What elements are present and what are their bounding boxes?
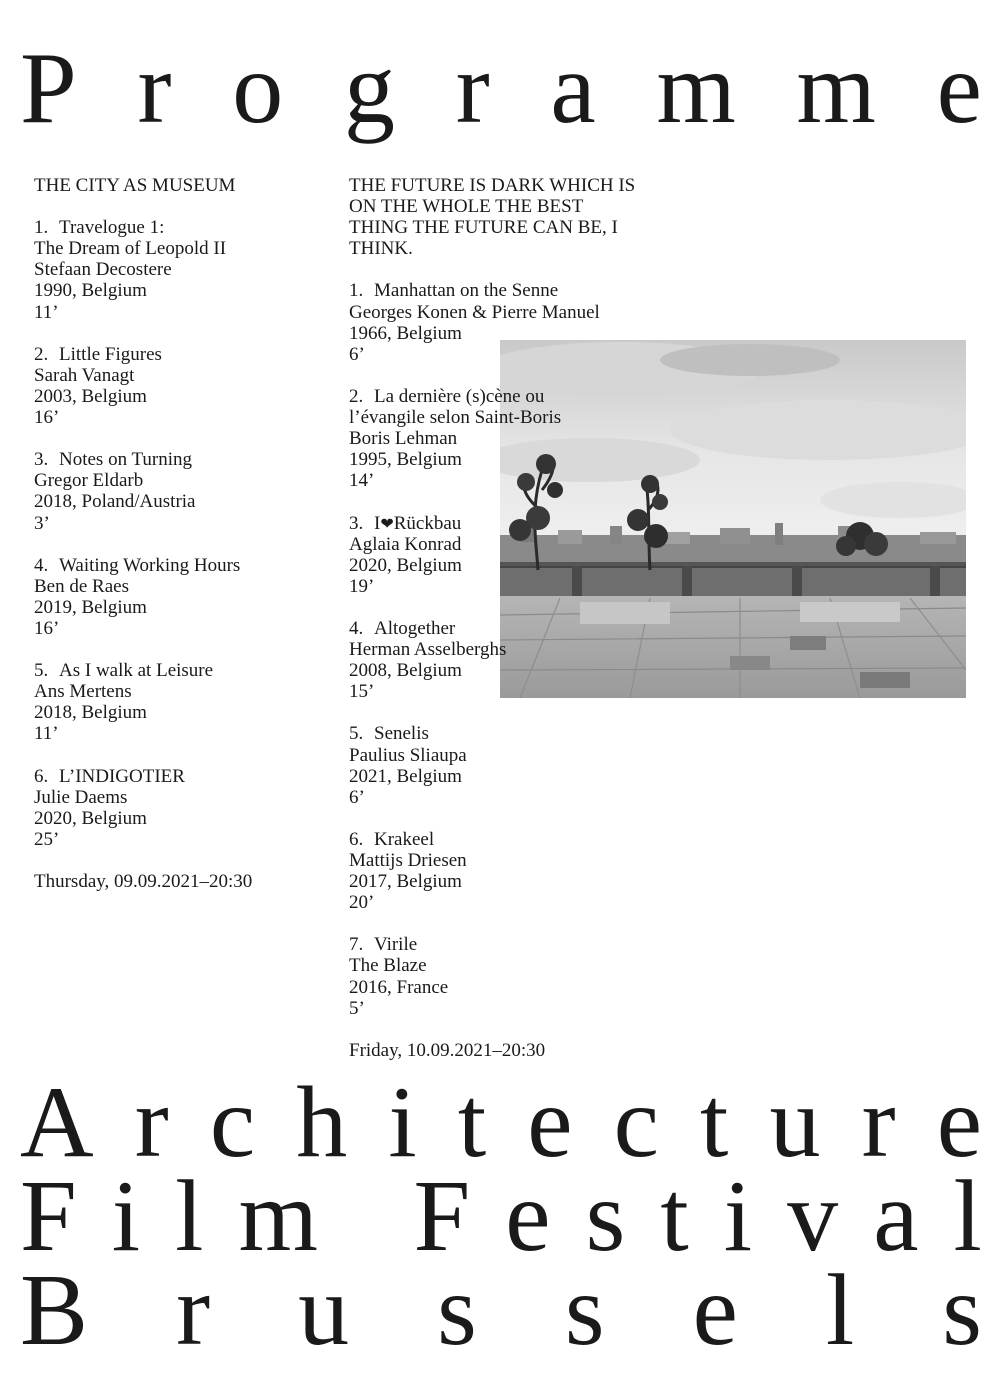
- film-number: 3.: [349, 512, 364, 534]
- film-director: Boris Lehman: [349, 428, 458, 450]
- film-title: Little Figures: [59, 343, 162, 365]
- display-letter: e: [527, 1066, 573, 1179]
- festival-name-line-2: [20, 1160, 982, 1273]
- film-director: Mattijs Driesen: [349, 850, 467, 871]
- film-year-country: 2020, Belgium: [34, 807, 147, 829]
- film-entry: [349, 934, 649, 1018]
- program-heading: THE FUTURE IS DARK WHICH IS ON THE WHOLE THE BEST THING THE FUTURE CAN BE, I THINK.: [349, 175, 636, 260]
- display-letter: h: [296, 1066, 348, 1179]
- display-letter: c: [613, 1066, 659, 1179]
- film-duration: 25’: [34, 828, 60, 850]
- display-letter: r: [134, 1066, 169, 1179]
- film-duration: 14’: [349, 470, 375, 492]
- display-letter: i: [111, 1160, 141, 1273]
- film-number: 4.: [349, 617, 364, 639]
- film-duration: 15’: [349, 681, 375, 703]
- program-friday: [349, 175, 649, 1061]
- film-year-country: 2003, Belgium: [34, 385, 147, 407]
- display-letter: m: [656, 32, 736, 145]
- film-duration: 16’: [34, 617, 60, 639]
- film-entry: [349, 618, 649, 702]
- display-letter: r: [137, 32, 172, 145]
- film-year-country: 1995, Belgium: [349, 449, 462, 471]
- festival-name-line-1: [20, 1066, 982, 1179]
- film-entry: [34, 217, 324, 322]
- display-letter: c: [209, 1066, 256, 1179]
- display-letter: P: [20, 32, 77, 145]
- program-heading: THE CITY AS MUSEUM: [34, 175, 236, 196]
- film-duration: 20’: [349, 892, 375, 914]
- film-number: 2.: [349, 385, 364, 407]
- film-title: Travelogue 1:: [59, 217, 165, 239]
- display-letter: A: [20, 1066, 94, 1179]
- film-director: Paulius Sliaupa: [349, 744, 467, 766]
- film-year-country: 2019, Belgium: [34, 596, 147, 618]
- display-letter: r: [455, 32, 490, 145]
- festival-name-line-3: [20, 1254, 982, 1367]
- display-letter: m: [796, 32, 876, 145]
- film-entry: [349, 280, 649, 364]
- display-letter: a: [550, 32, 596, 145]
- display-letter: t: [700, 1066, 729, 1179]
- display-letter: l: [825, 1254, 855, 1367]
- film-number: 7.: [349, 934, 364, 956]
- film-entry: [34, 660, 324, 744]
- display-letter: e: [936, 1066, 982, 1179]
- film-director: Ans Mertens: [34, 681, 132, 703]
- film-number: 2.: [34, 343, 49, 365]
- film-title: I: [374, 512, 381, 534]
- film-year-country: 2018, Belgium: [34, 702, 147, 724]
- film-duration: 5’: [349, 997, 365, 1019]
- film-entry: [349, 513, 649, 597]
- film-director: Gregor Eldarb: [34, 470, 144, 492]
- display-letter: r: [176, 1254, 211, 1367]
- film-director: Stefaan Decostere: [34, 259, 172, 281]
- film-duration: 3’: [34, 512, 50, 534]
- film-year-country: 2020, Belgium: [349, 554, 462, 576]
- display-letter: F: [413, 1160, 471, 1273]
- display-letter: g: [343, 32, 395, 145]
- display-letter: s: [564, 1254, 605, 1367]
- film-title: La dernière (s)cène ou: [374, 385, 545, 407]
- display-letter: a: [873, 1160, 919, 1273]
- display-letter: u: [298, 1254, 350, 1367]
- film-title: Manhattan on the Senne: [374, 280, 559, 302]
- film-title: Virile: [374, 934, 418, 956]
- film-year-country: 2016, France: [349, 976, 449, 998]
- display-letter: m: [238, 1160, 318, 1273]
- display-letter: v: [787, 1160, 839, 1273]
- film-title: Rückbau: [393, 512, 462, 534]
- film-director: Ben de Raes: [34, 575, 129, 597]
- film-number: 5.: [349, 723, 364, 745]
- film-number: 4.: [34, 554, 49, 576]
- display-letter: s: [942, 1254, 982, 1367]
- film-number: 6.: [34, 765, 49, 787]
- film-title-cont: The Dream of Leopold II: [34, 238, 227, 260]
- film-duration: 11’: [34, 723, 59, 745]
- page-title: [20, 32, 982, 145]
- display-letter: r: [861, 1066, 896, 1179]
- film-director: Aglaia Konrad: [349, 533, 462, 555]
- film-duration: 16’: [34, 407, 60, 429]
- film-duration: 11’: [34, 301, 59, 323]
- film-title-cont: l’évangile selon Saint-Boris: [349, 407, 562, 429]
- display-letter: i: [723, 1160, 753, 1273]
- heart-icon: ❤: [380, 513, 394, 533]
- film-entry: [34, 344, 324, 428]
- display-letter: e: [505, 1160, 551, 1273]
- film-title: As I walk at Leisure: [59, 660, 214, 682]
- display-letter: B: [20, 1254, 89, 1367]
- word-gap: [353, 1166, 379, 1268]
- film-director: Sarah Vanagt: [34, 364, 135, 386]
- film-duration: 19’: [349, 575, 375, 597]
- display-letter: o: [232, 32, 284, 145]
- film-duration: 6’: [349, 786, 365, 808]
- film-year-country: 2021, Belgium: [349, 765, 462, 787]
- film-duration: 6’: [349, 343, 365, 365]
- film-number: 1.: [34, 217, 49, 239]
- film-year-country: 2008, Belgium: [349, 660, 462, 682]
- film-director: Georges Konen & Pierre Manuel: [349, 301, 600, 323]
- display-letter: e: [936, 32, 982, 145]
- film-title: Krakeel: [374, 828, 435, 850]
- film-entry: [349, 723, 649, 807]
- film-title: Waiting Working Hours: [59, 554, 241, 576]
- film-entry: [34, 449, 324, 533]
- film-title: Altogether: [374, 617, 456, 639]
- film-title: L’INDIGOTIER: [59, 765, 185, 787]
- film-year-country: 2017, Belgium: [349, 871, 462, 893]
- screening-date: Thursday, 09.09.2021–20:30: [34, 871, 253, 893]
- film-entry: [34, 555, 324, 639]
- display-letter: t: [457, 1066, 487, 1179]
- display-letter: t: [660, 1160, 689, 1273]
- film-number: 1.: [349, 280, 364, 302]
- display-letter: F: [20, 1160, 77, 1273]
- program-thursday: [34, 175, 324, 892]
- film-director: Julie Daems: [34, 786, 128, 808]
- film-number: 3.: [34, 449, 49, 471]
- film-title: Notes on Turning: [59, 449, 193, 471]
- display-letter: l: [175, 1160, 204, 1273]
- film-number: 6.: [349, 828, 364, 850]
- film-director: The Blaze: [349, 955, 427, 977]
- film-year-country: 2018, Poland/Austria: [34, 491, 196, 513]
- display-letter: i: [388, 1066, 417, 1179]
- display-letter: s: [585, 1160, 626, 1273]
- film-year-country: 1990, Belgium: [34, 280, 147, 302]
- film-entry: [34, 766, 324, 850]
- film-entry: [349, 386, 649, 491]
- display-letter: u: [769, 1066, 821, 1179]
- film-number: 5.: [34, 660, 49, 682]
- display-letter: l: [953, 1160, 982, 1273]
- film-entry: [349, 829, 649, 913]
- display-letter: s: [437, 1254, 477, 1367]
- film-year-country: 1966, Belgium: [349, 322, 462, 344]
- film-title: Senelis: [374, 723, 429, 745]
- screening-date: Friday, 10.09.2021–20:30: [349, 1039, 546, 1061]
- film-director: Herman Asselberghs: [349, 639, 507, 661]
- display-letter: e: [692, 1254, 738, 1367]
